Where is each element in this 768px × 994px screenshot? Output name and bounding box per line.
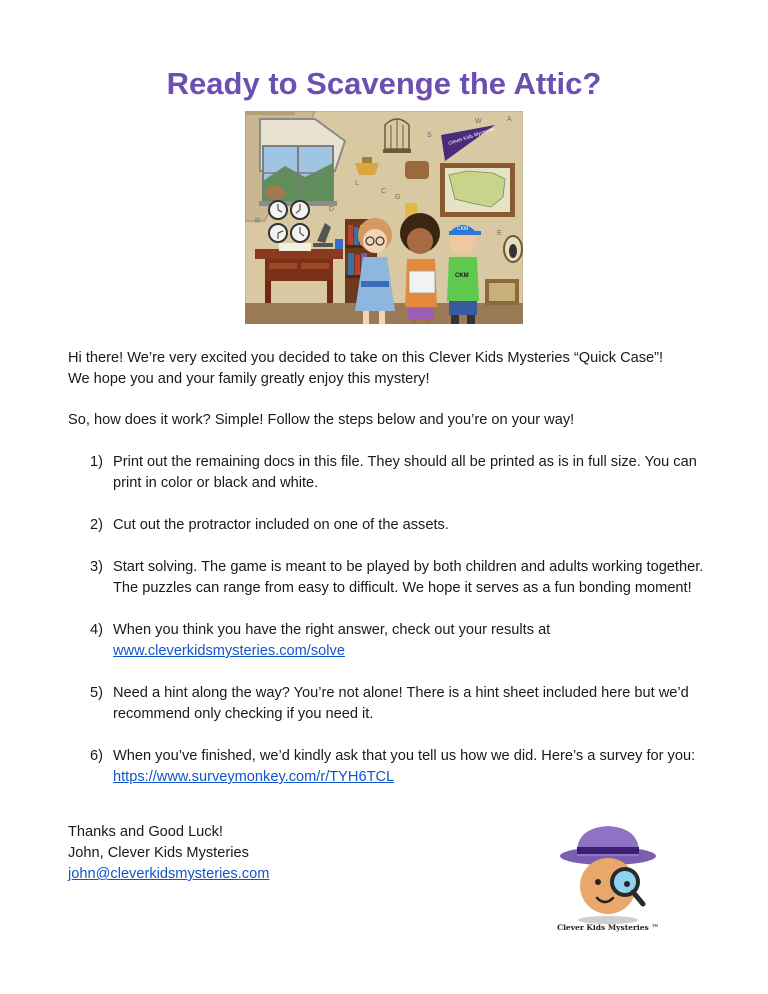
letter: C: [381, 188, 387, 195]
step-number: 4): [90, 622, 103, 638]
cap-text: CKM: [457, 226, 469, 232]
step-item: [68, 683, 708, 725]
step-number: 6): [90, 748, 103, 764]
step-number: 5): [90, 685, 103, 701]
signoff: [68, 822, 468, 885]
step-text: Start solving. The game is meant to be played by both children and adults working together. The puzzles can range from easy to difficult. We hope it serves as a fun bonding moment!: [113, 559, 704, 596]
letter: S: [427, 132, 432, 139]
letter: L: [355, 180, 359, 187]
step-item: [68, 515, 708, 536]
solve-link[interactable]: www.cleverkidsmysteries.com/solve: [113, 643, 345, 659]
step-text: When you’ve finished, we’d kindly ask that you tell us how we did. Here’s a survey for you:: [113, 748, 696, 764]
survey-link[interactable]: https://www.surveymonkey.com/r/TYH6TCL: [113, 769, 395, 785]
letter: E: [497, 230, 502, 237]
letter: W: [475, 118, 482, 125]
letter: R: [255, 218, 261, 225]
intro-paragraph: [68, 348, 708, 390]
letter: D: [329, 206, 335, 213]
letter: A: [507, 116, 512, 123]
signoff-line-2: John, Clever Kids Mysteries: [68, 845, 249, 861]
step-item: [68, 452, 708, 494]
attic-illustration: [245, 111, 523, 324]
letter: G: [395, 194, 401, 201]
page-title: Ready to Scavenge the Attic?: [166, 66, 602, 101]
shirt-text: CKM: [455, 273, 469, 279]
step-number: 1): [90, 454, 103, 470]
pennant-text: Clever Kids Mysteries: [447, 126, 496, 147]
step-text: Need a hint along the way? You’re not alone! There is a hint sheet included here but we’d recommend only checking if you need it.: [113, 685, 689, 722]
step-text: Cut out the protractor included on one of the assets.: [113, 517, 449, 533]
step-item: [68, 620, 708, 662]
howto-paragraph: So, how does it work? Simple! Follow the steps below and you’re on your way!: [68, 412, 575, 428]
intro-line-1: Hi there! We’re very excited you decided to take on this Clever Kids Mysteries “Quick Case”!: [68, 350, 664, 366]
step-text: When you think you have the right answer, check out your results at: [113, 622, 551, 638]
signoff-line-1: Thanks and Good Luck!: [68, 824, 223, 840]
intro-line-2: We hope you and your family greatly enjoy this mystery!: [68, 371, 430, 387]
step-number: 3): [90, 559, 103, 575]
step-item: [68, 746, 708, 788]
step-number: 2): [90, 517, 103, 533]
detective-logo-icon: [553, 820, 663, 938]
step-text: Print out the remaining docs in this file. They should all be printed as is in full size. You can print in color or black and white.: [113, 454, 697, 491]
logo-caption: Clever Kids Mysteries ™: [557, 923, 659, 932]
email-link[interactable]: john@cleverkidsmysteries.com: [68, 866, 270, 882]
steps-list: [68, 452, 708, 809]
step-item: [68, 557, 708, 599]
